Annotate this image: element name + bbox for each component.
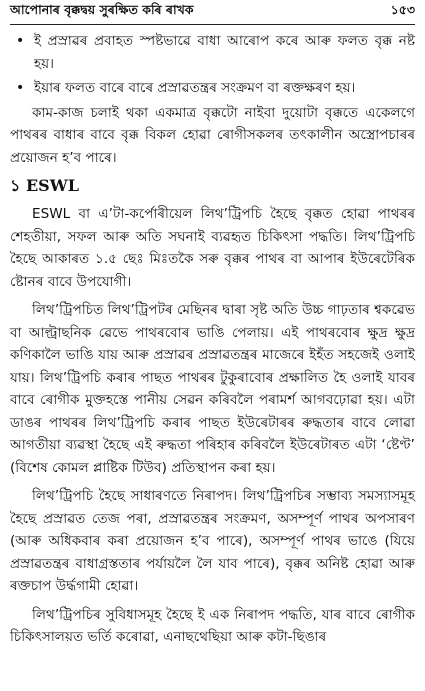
bullet-text: ইয়াৰ ফলত বাৰে বাৰে প্ৰস্ৰাৱতন্ত্ৰৰ সংক্ৰমণ বা ৰক্তক্ষৰণ হয়। (34, 80, 356, 96)
paragraph: লিথ’ট্ৰিপচিত লিথ’ট্ৰিপটৰ মেছিনৰ দ্বাৰা সৃষ্ট অতি উচ্চ গাঢ়তাৰ শ্বকৱেভ বা আল্ট্ৰাছনিক ৱেভে পাথৰবোৰ ভাঙি পেলায়। এই পাথৰবোৰ ক্ষুদ্ৰ ক্ষুদ্ৰ কণিকালৈ ভাঙি যায় আৰু প্ৰস্ৰাৱৰ প্ৰস্ৰাৱতন্ত্ৰৰ মাজেৰে ইহঁত সহজেই ওলাই যায়। লিথ’ট্ৰিপচি কৰাৰ পাছত পাথৰৰ টুকুৰাবোৰ প্ৰক্ষালিত হৈ ওলাই যাবৰ বাবে ৰোগীক মুক্তহস্তে পানীয় সেৱন কৰিবলৈ পৰামৰ্শ আগবঢ়োৱা হয়। এটা ডাঙৰ পাথৰৰ লিথ’ট্ৰিপচি কৰাৰ পাছত ইউৰেটাৰৰ ৰুদ্ধতাৰ বাবে লোৱা আগতীয়া ব্যৱস্থা হৈছে এই ৰুদ্ধতা পৰিহাৰ কৰিবলৈ ইউৰেটাৰত এটা ‘ষ্টেণ্ট’ (বিশেষ কোমল প্লাষ্টিক টিউব) প্ৰতিস্থাপন কৰা হয়। (10, 302, 415, 476)
header-title: আপোনাৰ বৃক্কদ্বয় সুৰক্ষিত কৰি ৰাখক (10, 2, 194, 17)
section-heading (10, 175, 415, 197)
paragraph: ESWL বা এ’টা-কৰ্পোৰীয়েল লিথ’ট্ৰিপচি হৈছে বৃক্কত হোৱা পাথৰৰ শেহতীয়া, সফল আৰু অতি সঘনাই ব্যৱহৃত চিকিৎসা পদ্ধতি। লিথ’ট্ৰিপচি হৈছে আকাৰত ১.৫ ছেঃ মিঃতকৈ সৰু বৃক্কৰ পাথৰ বা আপাৰ ইউৰেটেৰিক ষ্টোনৰ বাবে উপযোগী। (10, 206, 415, 290)
bullet-icon: • (16, 80, 25, 96)
bullet-item (10, 30, 415, 75)
page-content (10, 30, 415, 655)
page-number: ১৫৩ (390, 2, 415, 17)
bullet-list (10, 30, 415, 100)
paragraph: লিথ’ট্ৰিপচি হৈছে সাধাৰণতে নিৰাপদ। লিথ’ট্ৰিপচিৰ সম্ভাব্য সমস্যাসমূহ হৈছে প্ৰস্ৰাৱত তেজ পৰা, প্ৰস্ৰাৱতন্ত্ৰৰ সংক্ৰমণ, অসম্পূৰ্ণ পাথৰ অপসাৰণ (আৰু অধিকবাৰ কৰা প্ৰয়োজন হ’ব পাৰে), অসম্পূৰ্ণ পাথৰ ভাঙে (যিয়ে প্ৰস্ৰাৱতন্ত্ৰৰ বাধাগ্ৰস্ততাৰ পৰ্যায়লৈ লৈ যাব পাৰে), বৃক্কৰ অনিষ্ট হোৱা আৰু ৰক্তচাপ উৰ্দ্ধগামী হোৱা। (10, 488, 415, 594)
intro-paragraph: কাম-কাজ চলাই থকা একমাত্ৰ বৃক্কটো নাইবা দুয়োটা বৃক্কতে একেলগে পাথৰৰ বাধাৰ বাবে বৃক্ক বিকল হোৱা ৰোগীসকলৰ তৎকালীন অস্ত্ৰোপচাৰৰ প্ৰয়োজন হ’ব পাৰে। (10, 104, 415, 166)
bullet-item (10, 77, 415, 100)
bullet-icon: • (16, 33, 25, 49)
section-number: ১ (10, 176, 21, 195)
running-header (10, 2, 415, 25)
bullet-text: ই প্ৰস্ৰাৱৰ প্ৰবাহত স্পষ্টভাৱে বাধা আৰোপ কৰে আৰু ফলত বৃক্ক নষ্ট হয়। (34, 33, 415, 72)
section-title: ESWL (25, 176, 79, 195)
paragraph: লিথ’ট্ৰিপচিৰ সুবিধাসমূহ হৈছে ই এক নিৰাপদ পদ্ধতি, যাৰ বাবে ৰোগীক চিকিৎসালয়ত ভৰ্তি কৰোৱা, এনাছথেছিয়া আৰু কটা-ছিঙাৰ (10, 606, 415, 645)
